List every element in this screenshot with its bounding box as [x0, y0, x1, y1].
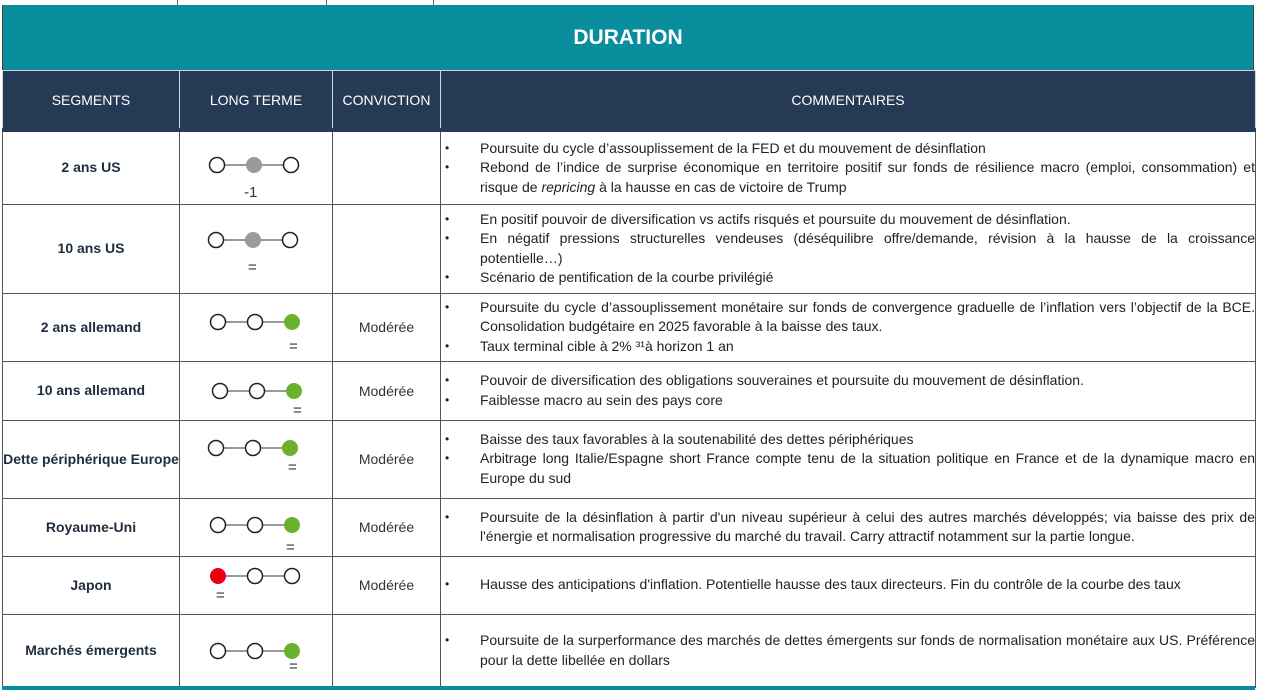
list-item: • Poursuite du cycle d’assouplissement monétaire sur fonds de convergence graduelle de l’inflation vers l’objectif de la BCE. Consolidation budgétaire en 2025 favorable à la baisse des taux.: [441, 298, 1255, 337]
scale-dot-empty: [246, 440, 261, 455]
signal-label: =: [293, 401, 302, 419]
scale-indicator: [180, 557, 332, 614]
scale-indicator: [180, 499, 332, 556]
duration-table: [2, 70, 1256, 688]
long-term-cell: [180, 130, 333, 204]
scale-dot-grey: [246, 232, 261, 247]
scale-dot-empty: [248, 568, 263, 583]
scale-indicator: [180, 362, 332, 420]
scale-indicator: [180, 615, 332, 687]
comments-cell: [441, 614, 1256, 687]
page-title: [2, 5, 1254, 70]
list-item: • Poursuite de la surperformance des marchés de dettes émergents sur fonds de normalisation monétaire aux US. Préférence pour la dette libellée en dollars: [441, 631, 1255, 670]
table-row: [3, 361, 1256, 420]
conviction-cell: Modérée: [333, 498, 441, 556]
comments-list: [441, 139, 1255, 198]
list-item: • Taux terminal cible à 2% ³¹à horizon 1 an: [441, 337, 1255, 357]
scale-dot-empty: [284, 158, 299, 173]
list-item: • En positif pouvoir de diversification vs actifs risqués et poursuite du mouvement de désinflation.: [441, 210, 1255, 230]
scale-dot-green: [285, 517, 300, 532]
comments-cell: [441, 204, 1256, 293]
list-item: • Arbitrage long Italie/Espagne short France compte tenu de la situation politique en France et de la dynamique macro en Europe du sud: [441, 449, 1255, 488]
scale-indicator: [180, 421, 332, 498]
segment-cell: Dette périphérique Europe: [3, 420, 180, 498]
table-row: [3, 498, 1256, 556]
conviction-cell: Modérée: [333, 361, 441, 420]
table-row: [3, 130, 1256, 204]
scale-dot-empty: [211, 517, 226, 532]
segment-cell: Japon: [3, 556, 180, 614]
conviction-cell: Modérée: [333, 420, 441, 498]
comments-cell: [441, 293, 1256, 361]
long-term-cell: [180, 204, 333, 293]
page-title-text: DURATION: [573, 25, 683, 49]
signal-label: =: [248, 258, 257, 276]
comments-list: [441, 631, 1255, 670]
long-term-cell: [180, 420, 333, 498]
scale-dot-empty: [209, 440, 224, 455]
scale-dot-green: [287, 383, 302, 398]
long-term-cell: [180, 361, 333, 420]
segment-cell: 10 ans US: [3, 204, 180, 293]
segment-cell: 10 ans allemand: [3, 361, 180, 420]
list-item: • Hausse des anticipations d'inflation. Potentielle hausse des taux directeurs. Fin du contrôle de la courbe des taux: [441, 575, 1255, 595]
list-item: • Faiblesse macro au sein des pays core: [441, 391, 1255, 411]
scale-dot-empty: [209, 232, 224, 247]
list-item: • Scénario de pentification de la courbe privilégié: [441, 268, 1255, 288]
conviction-cell: Modérée: [333, 556, 441, 614]
signal-label: -1: [244, 184, 258, 201]
comments-cell: [441, 361, 1256, 420]
conviction-cell: Modérée: [333, 293, 441, 361]
scale-dot-empty: [250, 383, 265, 398]
scale-indicator: [180, 294, 332, 361]
long-term-cell: [180, 614, 333, 687]
list-item: • Poursuite du cycle d’assouplissement de la FED et du mouvement de désinflation: [441, 139, 1255, 159]
list-item: • Baisse des taux favorables à la soutenabilité des dettes périphériques: [441, 430, 1255, 450]
segment-cell: 2 ans allemand: [3, 293, 180, 361]
segment-cell: Royaume-Uni: [3, 498, 180, 556]
list-item: • Rebond de l’indice de surprise économique en territoire positif sur fonds de résilience macro (emploi, consommation) et risque de repricing à la hausse en cas de victoire de Trump: [441, 158, 1255, 197]
header-conviction: CONVICTION: [333, 71, 441, 131]
scale-dot-red: [211, 568, 226, 583]
comments-cell: [441, 130, 1256, 204]
scale-indicator: [180, 205, 332, 293]
table-row: [3, 556, 1256, 614]
scale-dot-empty: [213, 383, 228, 398]
conviction-cell: [333, 614, 441, 687]
table-row: [3, 420, 1256, 498]
bottom-bar: [2, 686, 1255, 690]
scale-dot-empty: [248, 517, 263, 532]
conviction-cell: [333, 130, 441, 204]
table-row: [3, 204, 1256, 293]
comments-list: [441, 575, 1255, 595]
list-item: • Poursuite de la désinflation à partir d'un niveau supérieur à celui des autres marchés développés; via baisse des prix de l'énergie et normalisation progressive du marché du travail. Carry attractif notamment sur la partie longue.: [441, 508, 1255, 547]
segment-cell: Marchés émergents: [3, 614, 180, 687]
long-term-cell: [180, 498, 333, 556]
comments-cell: [441, 556, 1256, 614]
comments-list: [441, 371, 1255, 410]
table-row: [3, 614, 1256, 687]
list-item: • Pouvoir de diversification des obligations souveraines et poursuite du mouvement de désinflation.: [441, 371, 1255, 391]
header-long-term: LONG TERME: [180, 71, 333, 131]
list-item: • En négatif pressions structurelles vendeuses (déséquilibre offre/demande, révision à la hausse de la croissance potentielle…): [441, 229, 1255, 268]
comments-cell: [441, 498, 1256, 556]
scale-dot-green: [285, 643, 300, 658]
scale-dot-empty: [211, 643, 226, 658]
signal-label: =: [289, 337, 298, 355]
scale-dot-empty: [248, 314, 263, 329]
comments-cell: [441, 420, 1256, 498]
scale-dot-grey: [247, 158, 262, 173]
scale-dot-empty: [248, 643, 263, 658]
scale-dot-empty: [211, 314, 226, 329]
long-term-cell: [180, 293, 333, 361]
header-segments: SEGMENTS: [3, 71, 180, 131]
signal-label: =: [288, 458, 297, 476]
comments-list: [441, 508, 1255, 547]
scale-dot-empty: [283, 232, 298, 247]
scale-dot-green: [285, 314, 300, 329]
signal-label: =: [289, 657, 298, 675]
header-row: [3, 71, 1256, 131]
header-comments: COMMENTAIRES: [441, 71, 1256, 131]
scale-dot-green: [283, 440, 298, 455]
scale-dot-empty: [210, 158, 225, 173]
scale-dot-empty: [285, 568, 300, 583]
segment-cell: 2 ans US: [3, 130, 180, 204]
signal-label: =: [286, 538, 295, 556]
long-term-cell: [180, 556, 333, 614]
comments-list: [441, 430, 1255, 489]
comments-list: [441, 210, 1255, 288]
signal-label: =: [216, 586, 225, 604]
table-row: [3, 293, 1256, 361]
comments-list: [441, 298, 1255, 357]
conviction-cell: [333, 204, 441, 293]
